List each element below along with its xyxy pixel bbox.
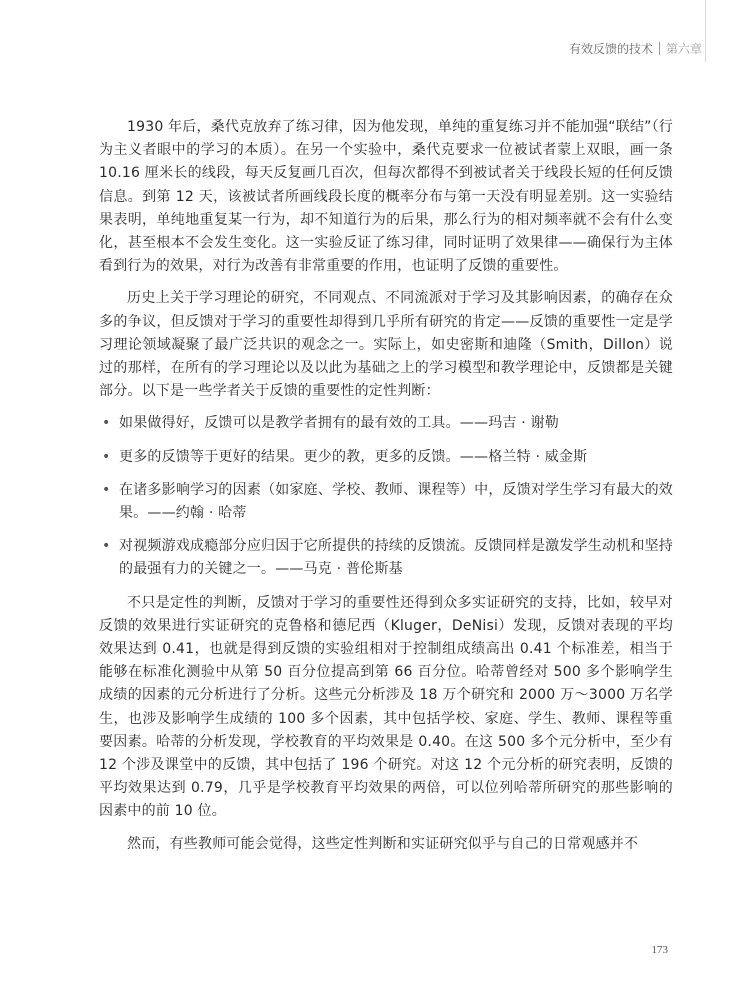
paragraph: 不只是定性的判断，反馈对于学习的重要性还得到众多实证研究的支持，比如，较早对反馈的效果进行实证研究的克鲁格和德尼西（Kluger，DeNisi）发现，反馈对表现的平均效果达到 0.41，也就是得到反馈的实验组相对于控制组成绩高出 0.41 个标准差，相当于能够在标准化测验中从第 50 百分位提高到第 66 百分位。哈蒂曾经对 500 多个影响学生成绩的因素的元分析进行了分析。这些元分析涉及 18 万个研究和 2000 万～3000 万名学生，也涉及影响学生成绩的 100 多个因素，其中包括学校、家庭、学生、教师、课程等重要因素。哈蒂的分析发现，学校教育的平均效果是 0.40。在这 500 多个元分析中，至少有 12 个涉及课堂中的反馈，其中包括了 196 个研究。对这 12 个元分析的研究表明，反馈的平均效果达到 0.79，几乎是学校教育平均效果的两倍，可以位列哈蒂所研究的那些影响的因素中的前 10 位。 (99, 594, 673, 820)
quote-list-item: • 对视频游戏成瘾部分应归因于它所提供的持续的反馈流。反馈同样是激发学生动机和坚持的最强有力的关键之一。——马克 · 普伦斯基 (99, 535, 673, 581)
body-text (99, 116, 673, 856)
chapter-label: 第六章 (665, 42, 702, 56)
quote-list-item: • 在诸多影响学习的因素（如家庭、学校、教师、课程等）中，反馈对学生学习有最大的效果。——约翰 · 哈蒂 (99, 479, 673, 525)
quote-list-item: • 更多的反馈等于更好的结果。更少的教，更多的反馈。——格兰特 · 威金斯 (99, 446, 673, 469)
page-number: 173 (651, 944, 668, 956)
book-title: 有效反馈的技术 (568, 42, 653, 56)
quote-list (99, 412, 673, 581)
paragraph: 历史上关于学习理论的研究，不同观点、不同流派对于学习及其影响因素，的确存在众多的争议，但反馈对于学习的重要性却得到几乎所有研究的肯定——反馈的重要性一定是学习理论领域凝聚了最广泛共识的观念之一。实际上，如史密斯和迪隆（Smith，Dillon）说过的那样，在所有的学习理论以及以此为基础之上的学习模型和教学理论中，反馈都是关键部分。以下是一些学者关于反馈的重要性的定性判断： (99, 290, 673, 400)
quote-list-item: • 如果做得好，反馈可以是教学者拥有的最有效的工具。——玛吉 · 谢勒 (99, 412, 673, 435)
paragraph: 然而，有些教师可能会觉得，这些定性判断和实证研究似乎与自己的日常观感并不 (127, 835, 639, 852)
header-divider (659, 42, 660, 55)
running-header (569, 40, 702, 57)
page-edge-rule (705, 0, 706, 62)
paragraph: 1930 年后，桑代克放弃了练习律，因为他发现，单纯的重复练习并不能加强“联结”（行为主义者眼中的学习的本质）。在另一个实验中，桑代克要求一位被试者蒙上双眼，画一条 10.16 厘米长的线段，每天反复画几百次，但每次都得不到被试者关于线段长短的任何反馈信息。到第 12 天，该被试者所画线段长度的概率分布与第一天没有明显差别。这一实验结果表明，单纯地重复某一行为，却不知道行为的后果，那么行为的相对频率就不会有什么变化，甚至根本不会发生变化。这一实验反证了练习律，同时证明了效果律——确保行为主体看到行为的效果，对行为改善有非常重要的作用，也证明了反馈的重要性。 (99, 119, 673, 275)
